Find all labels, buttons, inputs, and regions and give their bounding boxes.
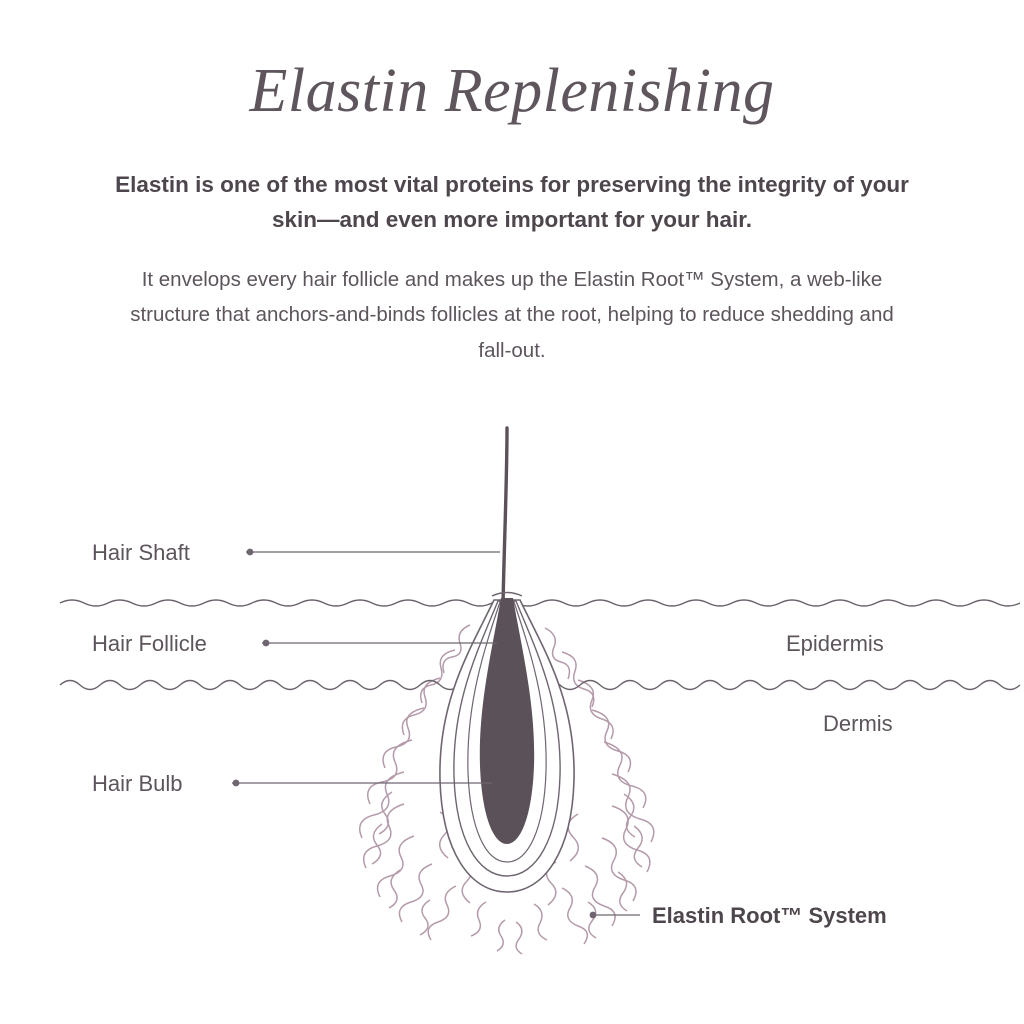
epidermis-surface-line bbox=[60, 600, 1020, 606]
hair-shaft-icon bbox=[503, 428, 507, 605]
label-dermis: Dermis bbox=[823, 711, 893, 736]
label-hair-follicle: Hair Follicle bbox=[92, 631, 207, 656]
leader-lines bbox=[232, 549, 640, 919]
subheadline: Elastin is one of the most vital proteins for preserving the integrity of your skin—and even more important for your hair. bbox=[115, 172, 909, 232]
label-hair-shaft: Hair Shaft bbox=[92, 540, 190, 565]
label-hair-bulb: Hair Bulb bbox=[92, 771, 183, 796]
body-paragraph: It envelops every hair follicle and makes up the Elastin Root™ System, a web-like structure that anchors-and-binds follicles at the root, helping to reduce shedding and fall-out. bbox=[130, 268, 894, 362]
hair-follicle-diagram bbox=[0, 400, 1024, 1024]
follicle-opening bbox=[492, 593, 522, 597]
page-title: Elastin Replenishing bbox=[249, 57, 775, 125]
label-epidermis: Epidermis bbox=[786, 631, 884, 656]
label-elastin-root-system: Elastin Root™ System bbox=[652, 903, 887, 928]
